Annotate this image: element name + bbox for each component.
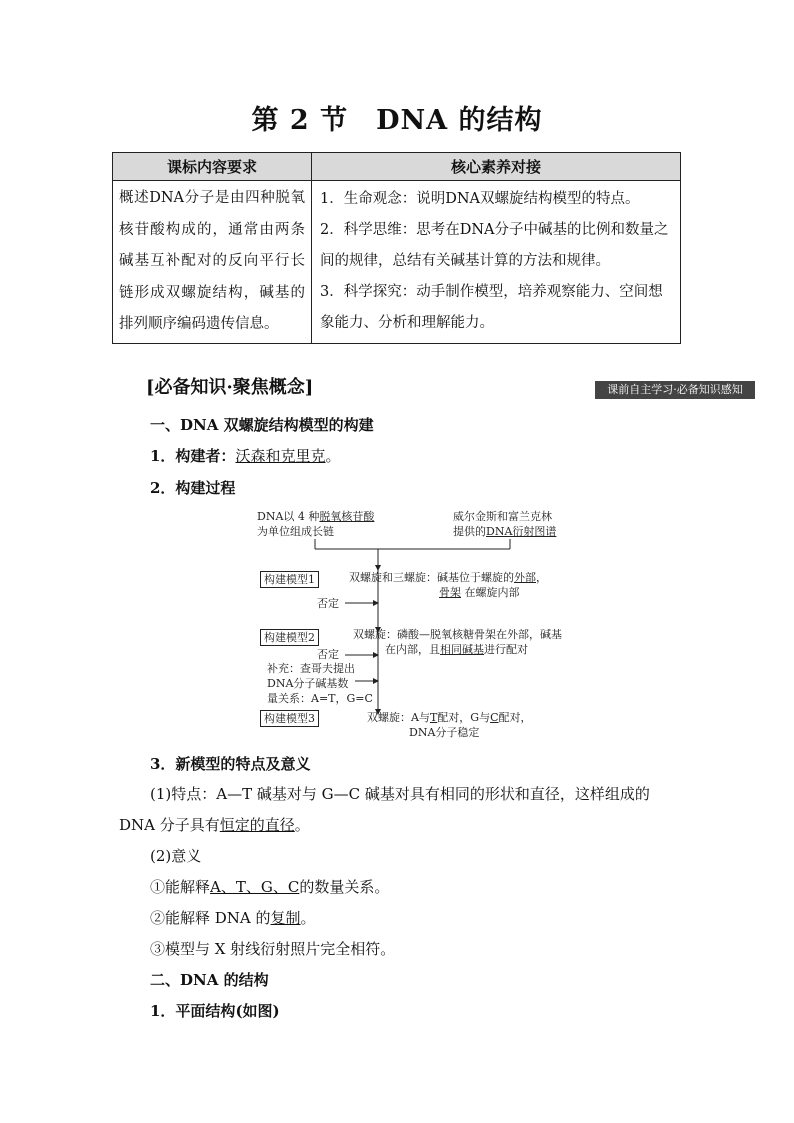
diagram-left-source: [257, 509, 374, 539]
diagram-text: C: [490, 711, 499, 724]
model2-description: [353, 627, 562, 657]
meaning-text: A、T、G、C: [210, 878, 300, 896]
diagram-lines: [255, 505, 585, 745]
literacy-item: 2．科学思维：思考在DNA分子中碱基的比例和数量之间的规律，总结有关碱基计算的方法和规律。: [320, 222, 669, 270]
model3-description: [367, 710, 532, 740]
meaning-item-2: [150, 907, 316, 929]
feature-text: 。: [294, 816, 310, 834]
model3-box: 构建模型3: [260, 710, 319, 727]
builder-end: 。: [325, 447, 341, 465]
diagram-text: 威尔金斯和富兰克林: [453, 510, 552, 523]
part1-heading: 一、DNA 双螺旋结构模型的构建: [150, 416, 374, 434]
section-tag: 课前自主学习·必备知识感知: [595, 381, 755, 399]
diagram-text: 双螺旋和三螺旋：碱基位于螺旋的: [349, 571, 514, 584]
diagram-text: 相同碱基: [440, 643, 484, 656]
deny-label-2: 否定: [317, 648, 339, 661]
meaning-text: ①能解释: [150, 878, 211, 896]
diagram-text: 双螺旋：A与: [367, 711, 430, 724]
diagram-text: 配对，G与: [437, 711, 491, 724]
builder-line: [150, 445, 340, 467]
chargaff-supplement: [267, 661, 373, 706]
model1-description: [349, 570, 547, 600]
diagram-text: 在螺旋内部: [464, 586, 520, 599]
table-header-left: 课标内容要求: [113, 153, 312, 181]
meaning-item-3: ③模型与 X 射线衍射照片完全相符。: [150, 940, 396, 958]
deny-label-1: 否定: [317, 597, 339, 610]
meaning-item-1: [150, 876, 389, 898]
diagram-text: 提供的: [453, 525, 486, 538]
diagram-text: DNA分子碱基数: [267, 677, 349, 690]
meaning-text: 。: [300, 909, 316, 927]
diagram-text: 在内部，且: [385, 643, 440, 656]
diagram-text: 补充：查哥夫提出: [267, 662, 355, 675]
meaning-text: 复制: [270, 909, 301, 927]
diagram-right-source: [453, 509, 556, 539]
page-title: 第 2 节 DNA 的结构: [251, 105, 543, 136]
part3-heading: 3．新模型的特点及意义: [150, 755, 311, 773]
diagram-text: 外部: [514, 571, 536, 584]
diagram-text: 骨架: [439, 586, 461, 599]
diagram-text: DNA分子稳定: [409, 726, 480, 739]
feature-line-1: (1)特点：A—T 碱基对与 G—C 碱基对具有相同的形状和直径，这样组成的: [150, 785, 650, 803]
diagram-text: 双螺旋：磷酸—脱氧核糖骨架在外部，碱基: [353, 628, 562, 641]
meaning-text: 的数量关系。: [299, 878, 390, 896]
literacy-item: 1．生命观念：说明DNA双螺旋结构模型的特点。: [320, 191, 640, 208]
meaning-text: ②能解释 DNA 的: [150, 909, 271, 927]
table-header-right: 核心素养对接: [312, 153, 681, 181]
literacy-item: 3．科学探究：动手制作模型，培养观察能力、空间想象能力、分析和理解能力。: [320, 284, 663, 332]
diagram-text: 配对，: [498, 711, 532, 724]
diagram-text: 为单位组成长链: [257, 525, 334, 538]
planar-structure-label: 1．平面结构(如图): [150, 1002, 280, 1020]
feature-text: 恒定的直径: [219, 816, 295, 834]
diagram-text: 进行配对: [484, 643, 528, 656]
diagram-text: DNA以 4 种: [257, 510, 320, 523]
diagram-text: DNA衍射图谱: [486, 525, 557, 538]
objectives-table: [112, 152, 681, 344]
part2-heading: 二、DNA 的结构: [150, 971, 269, 989]
diagram-text: 量关系：A=T，G=C: [267, 692, 373, 705]
meaning-label: (2)意义: [150, 847, 202, 865]
diagram-text: 脱氧核苷酸: [319, 510, 375, 523]
feature-text: DNA 分子具有: [119, 816, 220, 834]
model-construction-diagram: [255, 505, 585, 745]
process-label: 2．构建过程: [150, 479, 236, 497]
builder-label: 1．构建者：: [150, 447, 236, 465]
diagram-text: ，: [536, 571, 547, 584]
builder-value: 沃森和克里克: [235, 447, 326, 465]
diagram-text: T: [429, 711, 438, 724]
section-header: [必备知识·聚焦概念]: [146, 377, 314, 398]
model1-box: 构建模型1: [260, 571, 319, 588]
model2-box: 构建模型2: [260, 629, 319, 646]
curriculum-requirement: 概述DNA分子是由四种脱氧核苷酸构成的，通常由两条碱基互补配对的反向平行长链形成双螺旋结构，碱基的排列顺序编码遗传信息。: [113, 181, 312, 344]
core-literacy-list: [312, 181, 681, 344]
feature-line-2: [119, 814, 310, 836]
